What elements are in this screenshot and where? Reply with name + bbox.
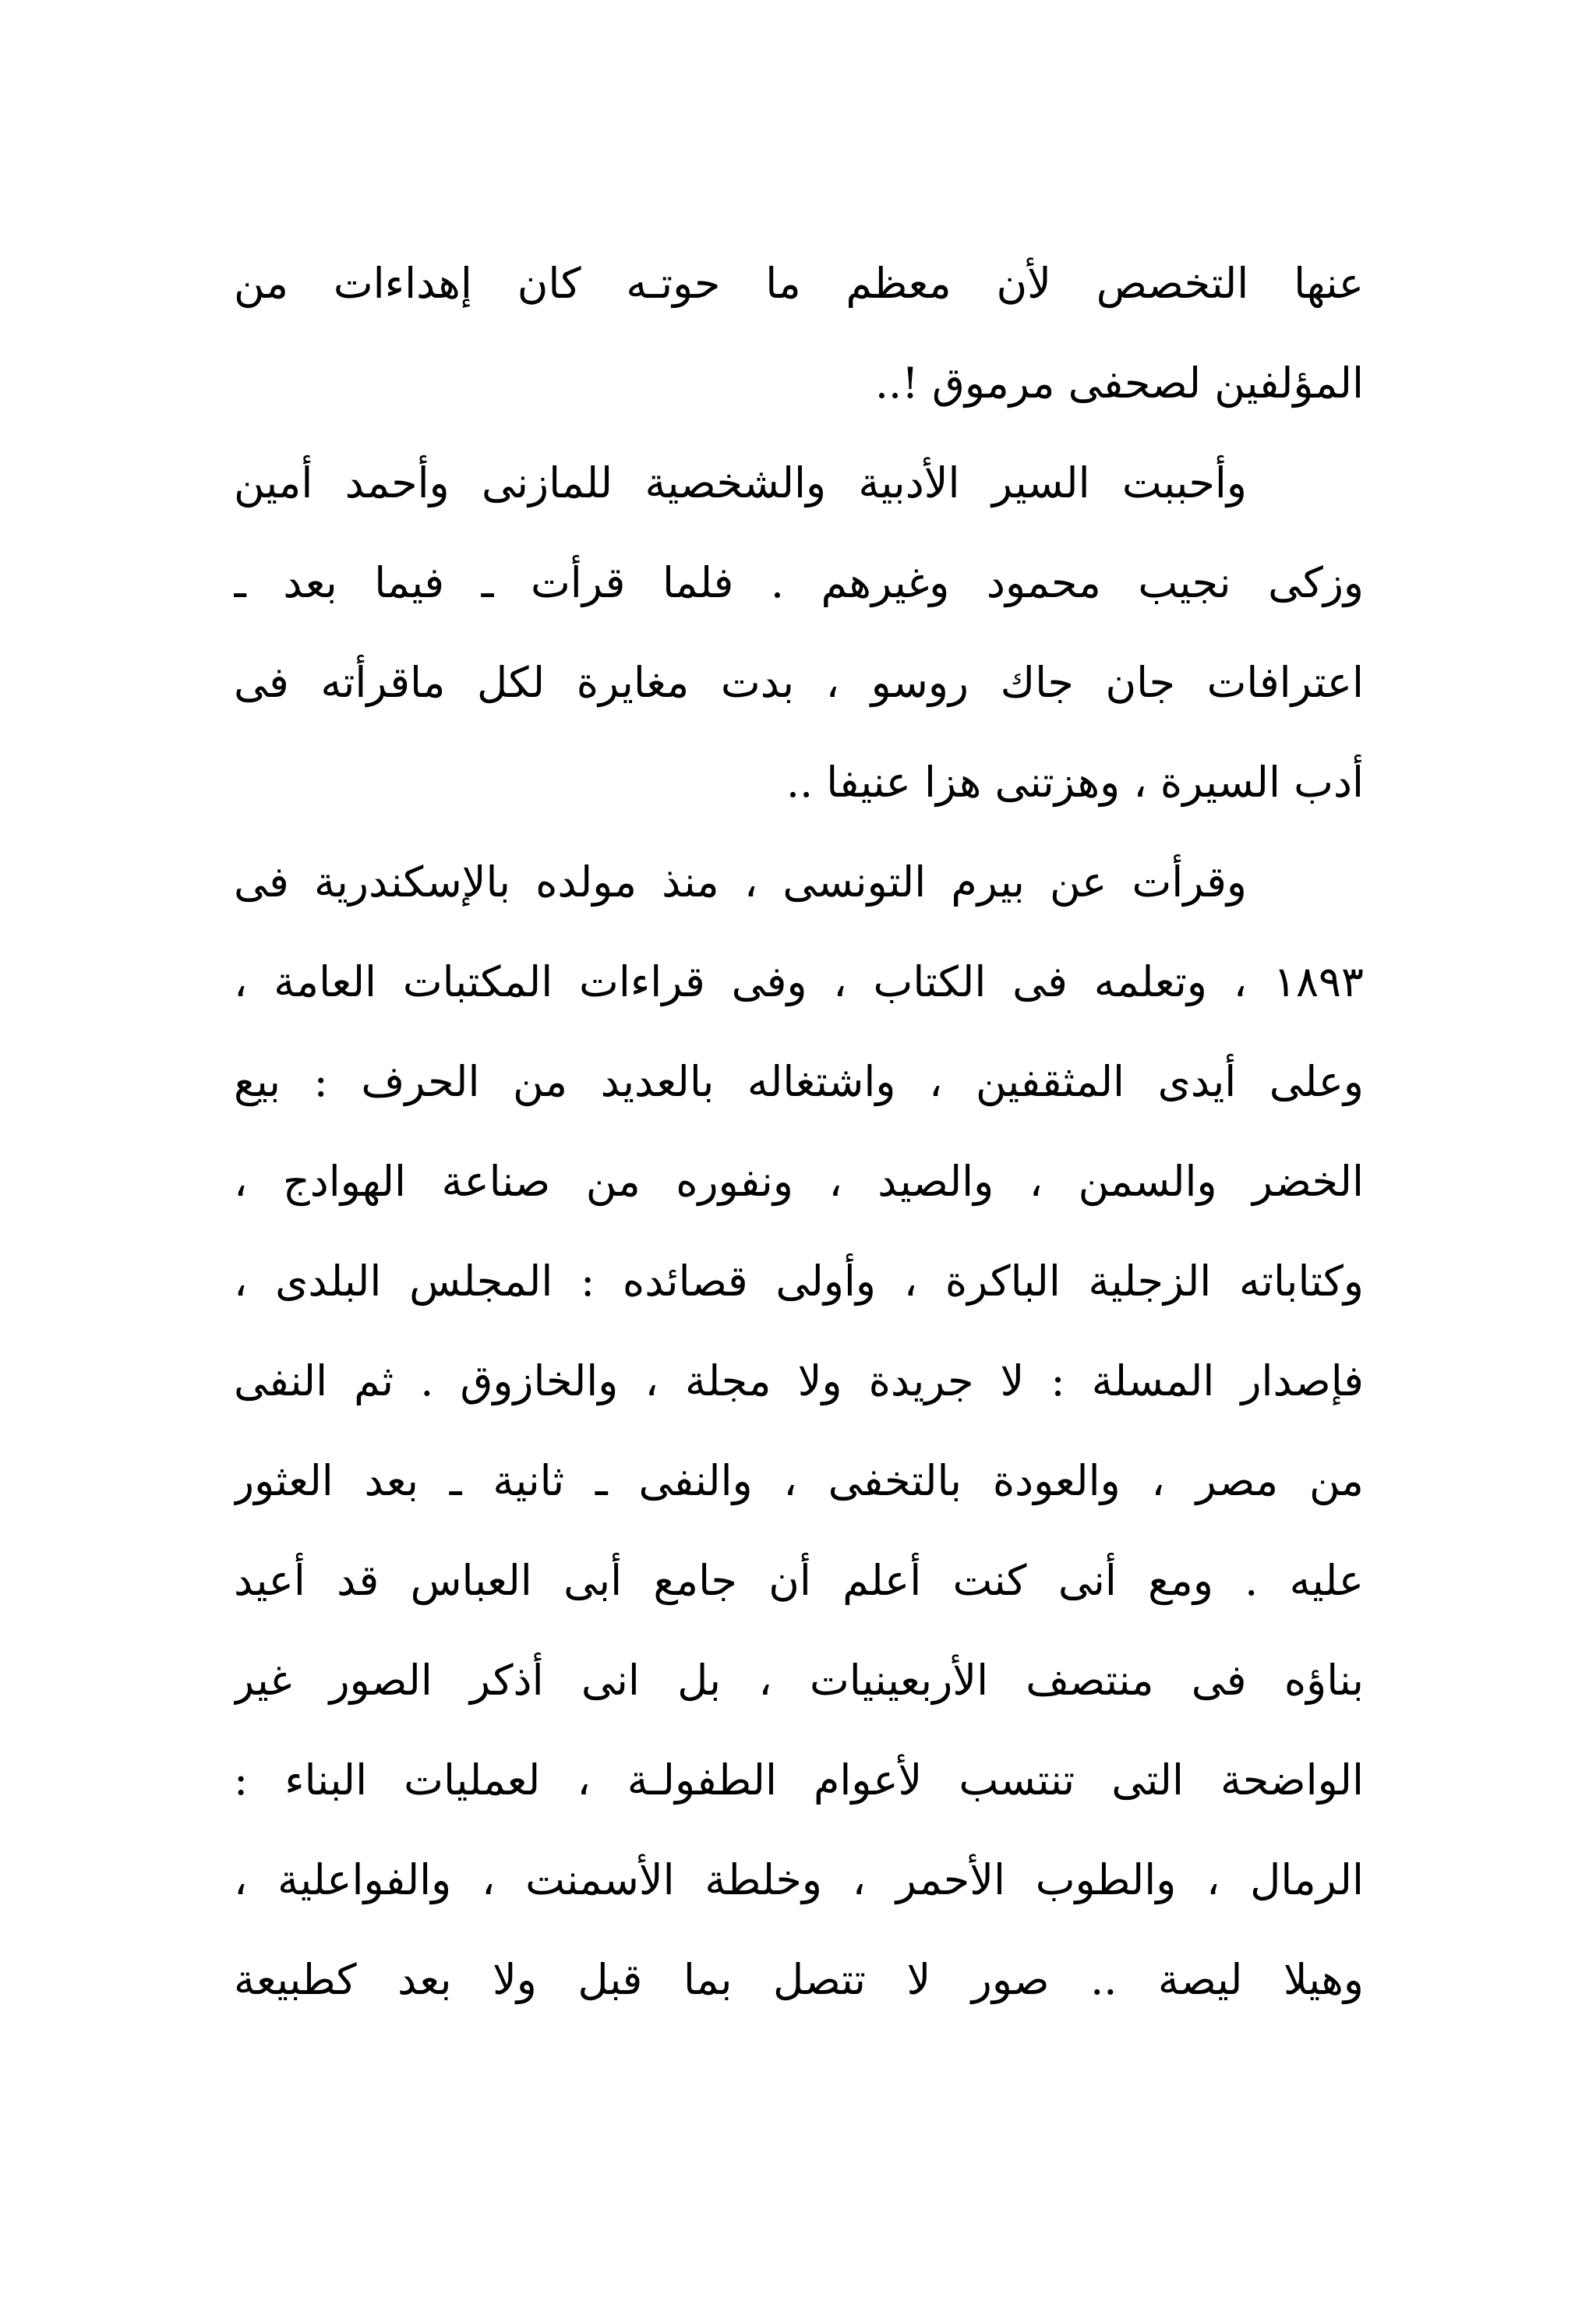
text-line: الواضحة التى تنتسب لأعوام الطفولـة ، لعمليات البناء : — [234, 1755, 1364, 1805]
text-line: وعلى أيدى المثقفين ، واشتغاله بالعديد من الحرف : بيع — [234, 1057, 1364, 1106]
text-line: فإصدار المسلة : لا جريدة ولا مجلة ، والخازوق . ثم النفى — [234, 1356, 1364, 1405]
body-text — [234, 234, 1364, 2030]
text-line: وكتاباته الزجلية الباكرة ، وأولى قصائده : المجلس البلدى ، — [234, 1257, 1364, 1306]
paragraph-first-line: وأحببت السير الأدبية والشخصية للمازنى وأحمد أمين — [234, 458, 1247, 507]
text-line: ١٨٩٣ ، وتعلمه فى الكتاب ، وفى قراءات المكتبات العامة ، — [234, 957, 1364, 1006]
text-line: أدب السيرة ، وهزتنى هزا عنيفا .. — [786, 758, 1364, 807]
text-line: من مصر ، والعودة بالتخفى ، والنفى ـ ثانية ـ بعد العثور — [234, 1456, 1364, 1505]
text-line: عنها التخصص لأن معظم ما حوتـه كان إهداءات من — [234, 259, 1364, 308]
text-line: الرمال ، والطوب الأحمر ، وخلطة الأسمنت ، والفواعلية ، — [234, 1855, 1364, 1904]
paragraph-first-line: وقرأت عن بيرم التونسى ، منذ مولده بالإسكندرية فى — [234, 857, 1247, 907]
text-line: عليه . ومع أنى كنت أعلم أن جامع أبى العباس قد أعيد — [234, 1556, 1364, 1605]
text-line: المؤلفين لصحفى مرموق !.. — [874, 359, 1364, 408]
text-line: الخضر والسمن ، والصيد ، ونفوره من صناعة الهوادج ، — [234, 1157, 1364, 1206]
text-line: بناؤه فى منتصف الأربعينيات ، بل انى أذكر الصور غير — [234, 1656, 1364, 1705]
text-line: اعترافات جان جاك روسو ، بدت مغايرة لكل ماقرأته فى — [234, 658, 1364, 707]
text-line: وزكى نجيب محمود وغيرهم . فلما قرأت ـ فيما بعد ـ — [234, 558, 1364, 607]
text-line: وهيلا ليصة .. صور لا تتصل بما قبل ولا بعد كطبيعة — [234, 1955, 1364, 2004]
